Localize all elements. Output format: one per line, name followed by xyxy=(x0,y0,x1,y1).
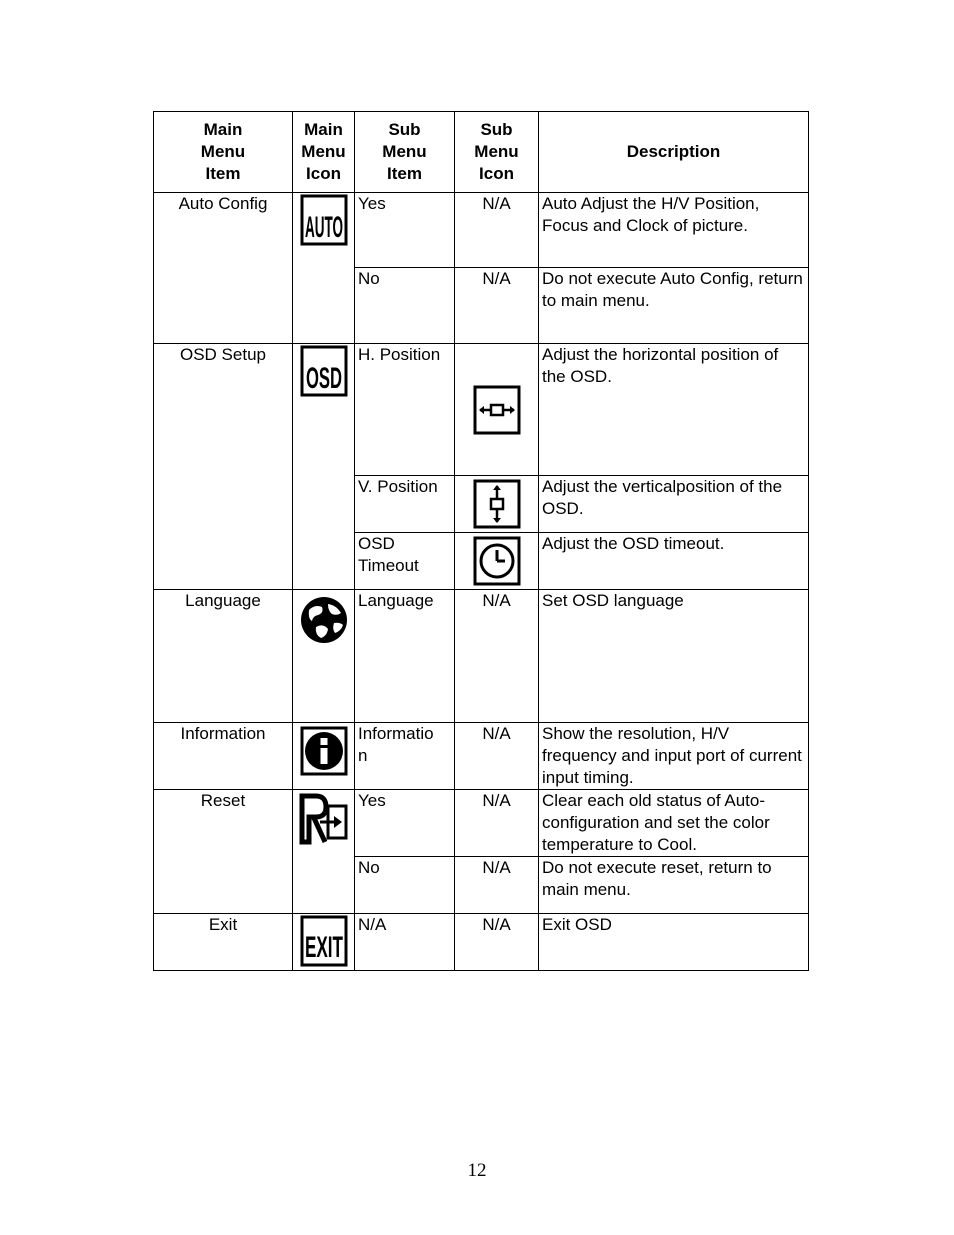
sub-icon-cell: N/A xyxy=(455,857,539,914)
table-row xyxy=(154,193,809,268)
main-item-cell: Reset xyxy=(154,790,293,914)
sub-item-cell: Language xyxy=(355,590,455,723)
main-icon-cell xyxy=(293,590,355,723)
main-item-cell: Information xyxy=(154,723,293,790)
main-icon-cell xyxy=(293,914,355,971)
sub-item-cell: Informatio n xyxy=(355,723,455,790)
sub-item-cell: Yes xyxy=(355,193,455,268)
svg-text:OSD: OSD xyxy=(305,362,342,395)
sub-item-cell: H. Position xyxy=(355,344,455,476)
header-sub-menu-icon: Sub Menu Icon xyxy=(455,112,539,193)
table-row xyxy=(154,723,809,790)
main-icon-cell xyxy=(293,790,355,914)
sub-item-cell: No xyxy=(355,268,455,344)
sub-icon-cell: N/A xyxy=(455,590,539,723)
sub-item-cell: Yes xyxy=(355,790,455,857)
sub-item-cell: No xyxy=(355,857,455,914)
osd-menu-table xyxy=(153,111,809,971)
main-icon-cell xyxy=(293,193,355,344)
v-position-icon xyxy=(472,478,522,530)
header-sub-menu-item: Sub Menu Item xyxy=(355,112,455,193)
sub-icon-cell: N/A xyxy=(455,723,539,790)
main-icon-cell xyxy=(293,723,355,790)
table-row xyxy=(154,590,809,723)
page-number: 12 xyxy=(467,1160,487,1181)
description-cell: Auto Adjust the H/V Position, Focus and Clock of picture. xyxy=(539,193,809,268)
clock-icon xyxy=(472,535,522,587)
main-icon-cell xyxy=(293,344,355,590)
sub-icon-cell: N/A xyxy=(455,914,539,971)
sub-item-cell: V. Position xyxy=(355,476,455,533)
description-cell: Show the resolution, H/V frequency and input port of current input timing. xyxy=(539,723,809,790)
sub-icon-cell: N/A xyxy=(455,193,539,268)
exit-icon xyxy=(299,914,349,968)
info-icon xyxy=(299,723,349,779)
sub-item-cell: N/A xyxy=(355,914,455,971)
description-cell: Set OSD language xyxy=(539,590,809,723)
svg-text:EXIT: EXIT xyxy=(304,931,343,964)
sub-icon-cell xyxy=(455,533,539,590)
svg-text:AUTO: AUTO xyxy=(304,211,343,244)
globe-icon xyxy=(298,590,350,646)
table-row xyxy=(154,914,809,971)
description-cell: Do not execute reset, return to main menu. xyxy=(539,857,809,914)
table-row xyxy=(154,790,809,857)
sub-item-cell: OSD Timeout xyxy=(355,533,455,590)
sub-icon-cell: N/A xyxy=(455,790,539,857)
auto-icon xyxy=(299,193,349,249)
main-item-cell: Exit xyxy=(154,914,293,971)
main-item-cell: Language xyxy=(154,590,293,723)
description-cell: Exit OSD xyxy=(539,914,809,971)
header-main-menu-item: Main Menu Item xyxy=(154,112,293,193)
description-cell: Clear each old status of Auto-configuration and set the color temperature to Cool. xyxy=(539,790,809,857)
main-item-cell: OSD Setup xyxy=(154,344,293,590)
description-cell: Do not execute Auto Config, return to main menu. xyxy=(539,268,809,344)
h-position-icon xyxy=(472,384,522,436)
osd-icon xyxy=(299,344,349,400)
sub-icon-cell xyxy=(455,476,539,533)
table-row xyxy=(154,344,809,476)
sub-icon-cell: N/A xyxy=(455,268,539,344)
reset-icon xyxy=(298,790,350,846)
table-header-row xyxy=(154,112,809,193)
header-main-menu-icon: Main Menu Icon xyxy=(293,112,355,193)
description-cell: Adjust the verticalposition of the OSD. xyxy=(539,476,809,533)
description-cell: Adjust the horizontal position of the OSD. xyxy=(539,344,809,476)
main-item-cell: Auto Config xyxy=(154,193,293,344)
sub-icon-cell xyxy=(455,344,539,476)
header-description: Description xyxy=(539,112,809,193)
description-cell: Adjust the OSD timeout. xyxy=(539,533,809,590)
